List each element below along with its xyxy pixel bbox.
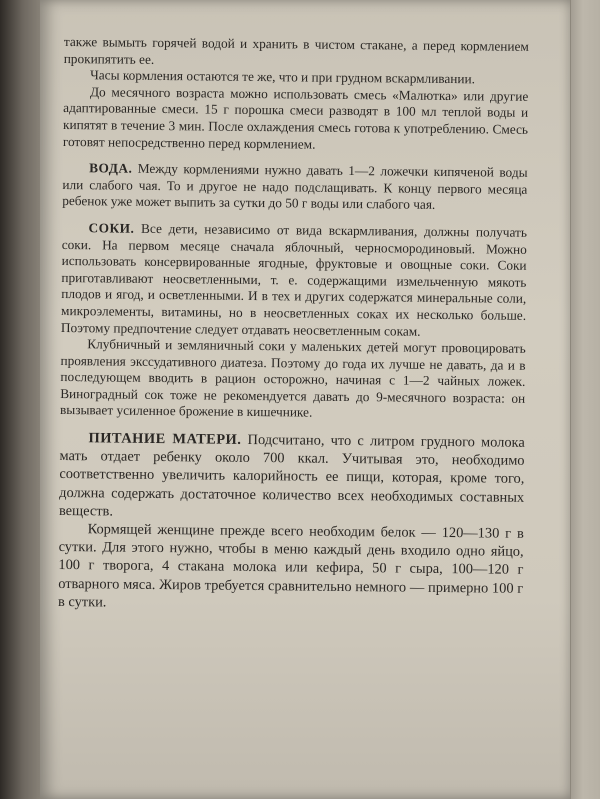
- paragraph-water-text: Между кормлениями нужно давать 1—2 ложечки кипяченой воды или слабого чая. То и другое не надо подслащивать. К концу первого месяца ребенок уже может выпить за сутки до 50 г воды или слабого чая.: [62, 160, 528, 213]
- section-heading-water: ВОДА.: [89, 160, 133, 176]
- paragraph-mother-nutrition: [59, 429, 525, 525]
- page-text: [58, 34, 529, 616]
- paragraph-protein: Кормящей женщине прежде всего необходим белок — 120—130 г в сутки. Для этого нужно, чтобы в меню каждый день входило одно яйцо, 100 г творога, 4 стакана молока или кефира, 50 г сыра, 100—120 г отварного мяса. Жиров требуется сравнительно немного — примерно 100 г в сутки.: [57, 521, 524, 611]
- section-heading-juices: СОКИ.: [88, 220, 135, 236]
- section-heading-mother-nutrition: ПИТАНИЕ МАТЕРИ.: [88, 430, 242, 448]
- paragraph-formula: До месячного возраста можно использовать смесь «Малютка» или другие адаптированные смеси. 15 г порошка смеси разводят в 100 мл теплой воды и кипятят в течение 3 мин. После охлаждения смесь готова к употреблению. Смесь готовят непосредственно перед кормлением.: [62, 84, 529, 152]
- paragraph-juices: [61, 220, 527, 341]
- paragraph-bottle-care: также вымыть горячей водой и хранить в чистом стакане, а перед кормлением прокипятить ее.: [63, 34, 529, 67]
- adjacent-page-edge: [570, 0, 600, 799]
- paragraph-feeding-hours: Часы кормления остаются те же, что и при грудном вскармливании.: [90, 67, 476, 87]
- paragraph-strawberry-juice: Клубничный и земляничный соки у маленьких детей могут провоцировать проявления экссудативного диатеза. Поэтому до года их лучше не давать, да и в последующем вводить в рацион осторожно, начиная с 1—2 чайных ложек. Виноградный сок тоже не рекомендуется давать до 9-месячного возраста: он вызывает усиленное брожение в кишечнике.: [59, 336, 526, 421]
- paragraph-juices-text: Все дети, независимо от вида вскармливания, должны получать соки. На первом месяце сначала яблочный, черносмородиновый. Можно использовать консервированные ягодные, фруктовые и овощные соки. Соки приготавливают неосветленными, т. е. содержащими измельченную мякоть плодов и ягод, и осветленными. И в тех и других содержатся минеральные соли, микроэлементы, витамины, но в неосветленных соках их несколько больше. Поэтому предпочтение следует отдавать неосветленным сокам.: [60, 220, 528, 339]
- paragraph-water: [62, 160, 527, 215]
- background-edge: [0, 0, 42, 799]
- paragraph-mother-nutrition-text: Подсчитано, что с литром грудного молока мать отдает ребенку около 700 ккал. Учитывая это, необходимо соответственно увеличить калорийность ее пищи, которая, кроме того, должна содержать достаточное количество всех необходимых составных веществ.: [58, 431, 525, 520]
